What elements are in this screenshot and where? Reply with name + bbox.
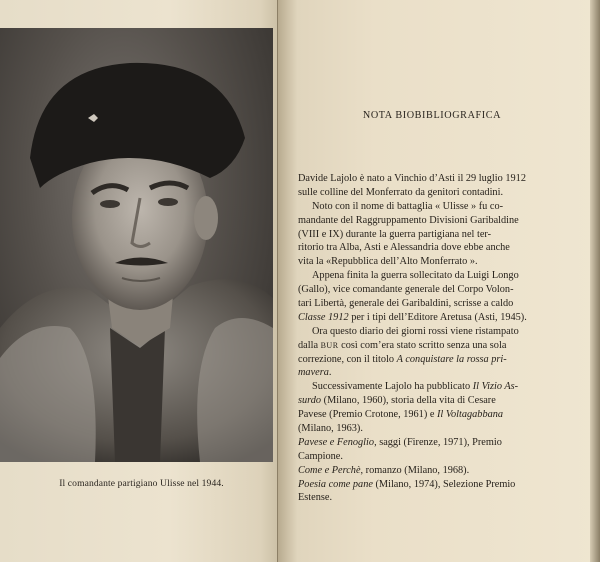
page-edge — [590, 0, 600, 562]
text-span: , saggi (Firenze, 1971), Premio — [374, 436, 502, 448]
text-span: . — [328, 367, 332, 379]
photo-caption: Il comandante partigiano Ulisse nel 1944. — [59, 478, 224, 489]
text-line: (Milano, 1963). — [298, 423, 363, 435]
text-line: (VIII e IX) durante la guerra partigiana nel ter- — [298, 228, 492, 240]
text-line — [298, 339, 570, 353]
text-line — [298, 353, 570, 367]
biography-text — [298, 172, 570, 505]
text-line — [298, 436, 570, 450]
portrait-photo — [0, 28, 273, 462]
text-line: Noto con il nome di battaglia « Ulisse » fu co- — [312, 200, 504, 212]
text-span: (Milano, 1960), storia della vita di Cesare — [321, 395, 496, 407]
text-line: Davide Lajolo è nato a Vinchio d’Asti il 29 luglio 1912 — [298, 173, 526, 184]
text-span: , romanzo (Milano, 1968). — [360, 464, 470, 476]
text-line: vita la «Repubblica dell’Alto Monferrato ». — [298, 256, 478, 268]
text-span: (Milano, 1974), Selezione Premio — [372, 478, 516, 490]
text-line — [298, 478, 570, 492]
text-line: Appena finita la guerra sollecitato da Luigi Longo — [312, 270, 519, 282]
text-line: tari Libertà, generale dei Garibaldini, scrisse a caldo — [298, 298, 514, 310]
publisher-smallcaps: BUR — [320, 340, 339, 350]
book-title: Come e Perchè — [298, 464, 361, 476]
text-line — [298, 366, 570, 380]
book-title: Pavese e Fenoglio — [298, 436, 375, 448]
book-title: Classe 1912 — [298, 311, 349, 323]
text-line: ritorio tra Alba, Asti e Alessandria dove ebbe anche — [298, 242, 510, 254]
text-line — [298, 380, 570, 394]
book-title: surdo — [298, 395, 322, 407]
book-title: A conquistare la rossa pri- — [396, 353, 507, 365]
section-heading: NOTA BIOBIBLIOGRAFICA — [362, 110, 502, 121]
text-line: (Gallo), vice comandante generale del Corpo Volon- — [298, 284, 514, 296]
text-span: per i tipi dell’Editore Aretusa (Asti, 1945). — [348, 311, 527, 323]
text-line: sulle colline del Monferrato da genitori contadini. — [298, 186, 504, 198]
text-line — [298, 464, 570, 478]
book-title: Il Voltagabbana — [436, 409, 504, 421]
text-span: dalla — [298, 339, 321, 351]
text-span: correzione, con il titolo — [298, 353, 397, 365]
book-title: Poesia come pane — [298, 478, 373, 490]
text-line — [298, 408, 570, 422]
book-title: mavera — [298, 367, 329, 379]
book-title: Il Vizio As- — [472, 381, 519, 393]
text-line: Estense. — [298, 492, 333, 504]
text-line: Campione. — [298, 450, 343, 462]
text-span: Pavese (Premio Crotone, 1961) e — [298, 409, 437, 421]
portrait-illustration — [0, 28, 273, 462]
left-page — [0, 0, 283, 562]
text-line: Ora questo diario dei giorni rossi viene ristampato — [312, 325, 519, 337]
text-span: così com’era stato scritto senza una sola — [338, 339, 507, 351]
text-span: Successivamente Lajolo ha pubblicato — [312, 381, 473, 393]
text-line — [298, 311, 570, 325]
text-line: mandante del Raggruppamento Divisioni Garibaldine — [298, 214, 519, 226]
text-line — [298, 394, 570, 408]
